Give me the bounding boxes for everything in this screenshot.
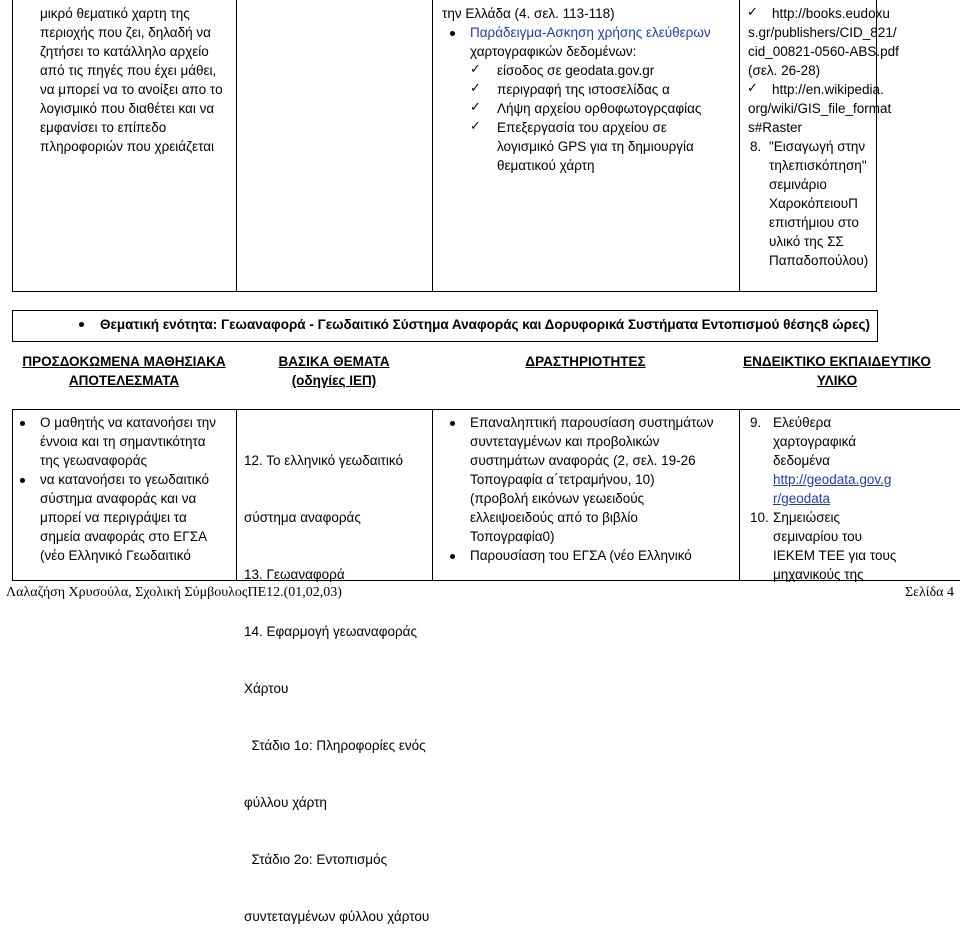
table-border <box>12 409 13 581</box>
activity-line: συντεταγμένων και προβολικών <box>470 434 660 449</box>
material-item <box>773 508 896 584</box>
topic-line: φύλλου χάρτη <box>244 795 327 810</box>
material-line: σεμιναρίου του <box>773 529 863 544</box>
text-line: σεμινάριο <box>769 177 827 192</box>
top-col4-text-b <box>748 99 891 137</box>
header-col2 <box>236 352 432 390</box>
outcome-item <box>40 413 216 470</box>
table-border <box>12 409 960 410</box>
list-number: 9. <box>750 415 762 430</box>
topic-line: συντεταγμένων φύλλου χάρτου <box>244 909 430 924</box>
top-col3-check-text: περιγραφή της ιστοσελίδας α <box>497 82 670 97</box>
geodata-link[interactable]: http://geodata.gov.g <box>773 472 892 487</box>
list-number: 10. <box>750 510 769 525</box>
text-line: εμφανίσει το επίπεδο <box>40 120 167 135</box>
header-line: (οδηγίες ΙΕΠ) <box>291 373 377 388</box>
table-border <box>236 0 237 292</box>
footer-author: Λαλαζήση Χρυσούλα, Σχολική ΣύμβουλοςΠΕ12.(01,02,03) <box>6 585 342 600</box>
activity-line: Τοπογραφία0) <box>470 529 555 544</box>
top-col3-bullet-line: Παράδειγμα-Ασκηση χρήσης ελεύθερων <box>470 25 711 40</box>
text-line: από τις πηγές που έχει μάθει, <box>40 63 217 78</box>
outcome-line: σημεία αναφοράς στο ΕΓΣΑ <box>40 529 208 544</box>
checkmark-icon: ✓ <box>747 4 758 19</box>
topic-line: Στάδιο 1ο: Πληροφορίες ενός <box>244 738 426 753</box>
checkmark-icon: ✓ <box>470 61 481 76</box>
top-col4-link[interactable]: http://en.wikipedia. <box>772 82 884 97</box>
material-item <box>773 413 891 508</box>
outcome-line: μπορεί να περιγράψει τα <box>40 510 187 525</box>
header-line: ΒΑΣΙΚΑ ΘΕΜΑΤΑ <box>278 354 390 369</box>
checkmark-icon: ✓ <box>470 80 481 95</box>
table-border <box>12 0 13 292</box>
top-col3-check-text <box>497 118 694 175</box>
text-line: Παπαδοπούλου) <box>769 253 869 268</box>
geodata-link[interactable]: r/geodata <box>773 491 831 506</box>
activity-line: συστημάτων αναφοράς (2, σελ. 19-26 <box>470 453 696 468</box>
header-line: ΥΛΙΚΟ <box>816 373 858 388</box>
check-line: θεματικού χάρτη <box>497 158 595 173</box>
checkmark-icon: ✓ <box>470 118 481 133</box>
topic-line: 12. Το ελληνικό γεωδαιτικό <box>244 453 403 468</box>
text-line: υλικό της ΣΣ <box>769 234 844 249</box>
text-line: λογισμικό που διαθέτει και να <box>40 101 215 116</box>
header-col4 <box>739 352 935 390</box>
outcome-line: της γεωαναφοράς <box>40 453 148 468</box>
material-line: Ελεύθερα <box>773 415 832 430</box>
material-line: ΙΕΚΕΜ ΤΕΕ για τους <box>773 548 897 563</box>
header-line: ΕΝΔΕΙΚΤΙΚΟ ΕΚΠΑΙΔΕΥΤΙΚΟ <box>743 354 931 369</box>
bullet-icon <box>20 421 25 426</box>
checkmark-icon: ✓ <box>747 80 758 95</box>
text-line: ΧαροκόπειουΠ <box>769 196 858 211</box>
col4-line: cid_00821-0560-ABS.pdf <box>748 44 899 59</box>
activity-item: Παρουσίαση του ΕΓΣΑ (νέο Ελληνικό <box>470 548 692 563</box>
outcome-line: Ο μαθητής να κατανοήσει την <box>40 415 217 430</box>
bullet-icon <box>450 31 455 36</box>
col4-line: org/wiki/GIS_file_format <box>748 101 892 116</box>
table-border <box>432 0 433 292</box>
top-col3-check-text: Λήψη αρχείου ορθοφωτογρςαφίας <box>497 101 702 116</box>
col4-line: s.gr/publishers/CID_821/ <box>748 25 897 40</box>
check-line: Επεξεργασία του αρχείου σε <box>497 120 667 135</box>
top-col4-link[interactable]: http://books.eudoxu <box>772 6 890 21</box>
top-col3-check-text: είσοδος σε geodata.gov.gr <box>497 63 655 78</box>
activity-line: Τοπογραφία α΄τετραμήνου, 10) <box>470 472 655 487</box>
material-line: μηχανικούς της <box>773 567 864 582</box>
topic-line: Στάδιο 2ο: Εντοπισμός <box>244 852 388 867</box>
checkmark-icon: ✓ <box>470 99 481 114</box>
text-line: περιοχής που ζει, δηλαδή να <box>40 25 211 40</box>
top-col4-item8 <box>769 137 868 270</box>
check-line: λογισμικό GPS για τη δημιουργία <box>497 139 694 154</box>
material-line: δεδομένα <box>773 453 830 468</box>
text-line: τηλεπισκόπηση" <box>769 158 867 173</box>
header-line: ΑΠΟΤΕΛΕΣΜΑΤΑ <box>68 373 180 388</box>
text-line: ζητήσει το κατάλληλο αρχείο <box>40 44 209 59</box>
material-line: Σημειώσεις <box>773 510 841 525</box>
material-line: χαρτογραφικά <box>773 434 857 449</box>
col4-line: (σελ. 26-28) <box>748 63 821 78</box>
topic-line: 13. Γεωαναφορά <box>244 567 345 582</box>
topic-line: σύστημα αναφοράς <box>244 510 361 525</box>
table-border <box>739 0 740 292</box>
top-col4-text-a <box>748 23 899 80</box>
list-number: 8. <box>750 139 762 154</box>
col4-line: s#Raster <box>748 120 803 135</box>
top-col3-bullet-text <box>470 23 711 61</box>
outcome-line: (νέο Ελληνικό Γεωδαιτικό <box>40 548 191 563</box>
activity-line: ελλειψοειδούς από το βιβλίο <box>470 510 638 525</box>
topic-line: 14. Εφαρμογή γεωαναφοράς <box>244 624 417 639</box>
activity-line: (προβολή εικόνων γεωειδούς <box>470 491 645 506</box>
outcome-line: έννοια και τη σημαντικότητα <box>40 434 206 449</box>
bullet-icon <box>79 322 84 327</box>
text-line: μικρό θεματικό χαρτη της <box>40 6 190 21</box>
text-line: "Εισαγωγή στην <box>769 139 866 154</box>
header-col3 <box>432 352 739 371</box>
outcome-line: να κατανοήσει το γεωδαιτικό <box>40 472 209 487</box>
top-col3-line: την Ελλάδα (4. σελ. 113-118) <box>442 6 615 21</box>
page-footer <box>0 584 960 603</box>
table-border <box>12 291 877 292</box>
page-number: Σελίδα 4 <box>904 585 954 600</box>
text-line: επιστήμιου στο <box>769 215 859 230</box>
topic-line: Χάρτου <box>244 681 289 696</box>
header-line: ΠΡΟΣΔΟΚΩΜΕΝΑ ΜΑΘΗΣΙΑΚΑ <box>22 354 226 369</box>
section-title: Θεματική ενότητα: Γεωαναφορά - Γεωδαιτικό Σύστημα Αναφοράς και Δορυφορικά Συστήματα Εντοπισμού θέσης8 ώρες) <box>100 317 870 332</box>
top-col3-bullet-line: χαρτογραφικών δεδομένων: <box>470 44 637 59</box>
bullet-icon <box>450 554 455 559</box>
header-col1 <box>12 352 236 390</box>
topics-list <box>244 413 429 945</box>
header-line: ΔΡΑΣΤΗΡΙΟΤΗΤΕΣ <box>525 354 646 369</box>
text-line: να μπορεί να το ανοίξει απο το <box>40 82 223 97</box>
top-col1-text <box>40 4 236 156</box>
bullet-icon <box>450 421 455 426</box>
table-border <box>432 409 433 581</box>
text-line: πληροφοριών που χρειάζεται <box>40 139 215 154</box>
outcome-item <box>40 470 209 565</box>
table-border <box>236 409 237 581</box>
outcome-line: σύστημα αναφοράς και να <box>40 491 197 506</box>
activity-line: Επαναληπτική παρουσίαση συστημάτων <box>470 415 714 430</box>
table-border <box>739 409 740 581</box>
bullet-icon <box>20 478 25 483</box>
activity-item <box>470 413 714 546</box>
